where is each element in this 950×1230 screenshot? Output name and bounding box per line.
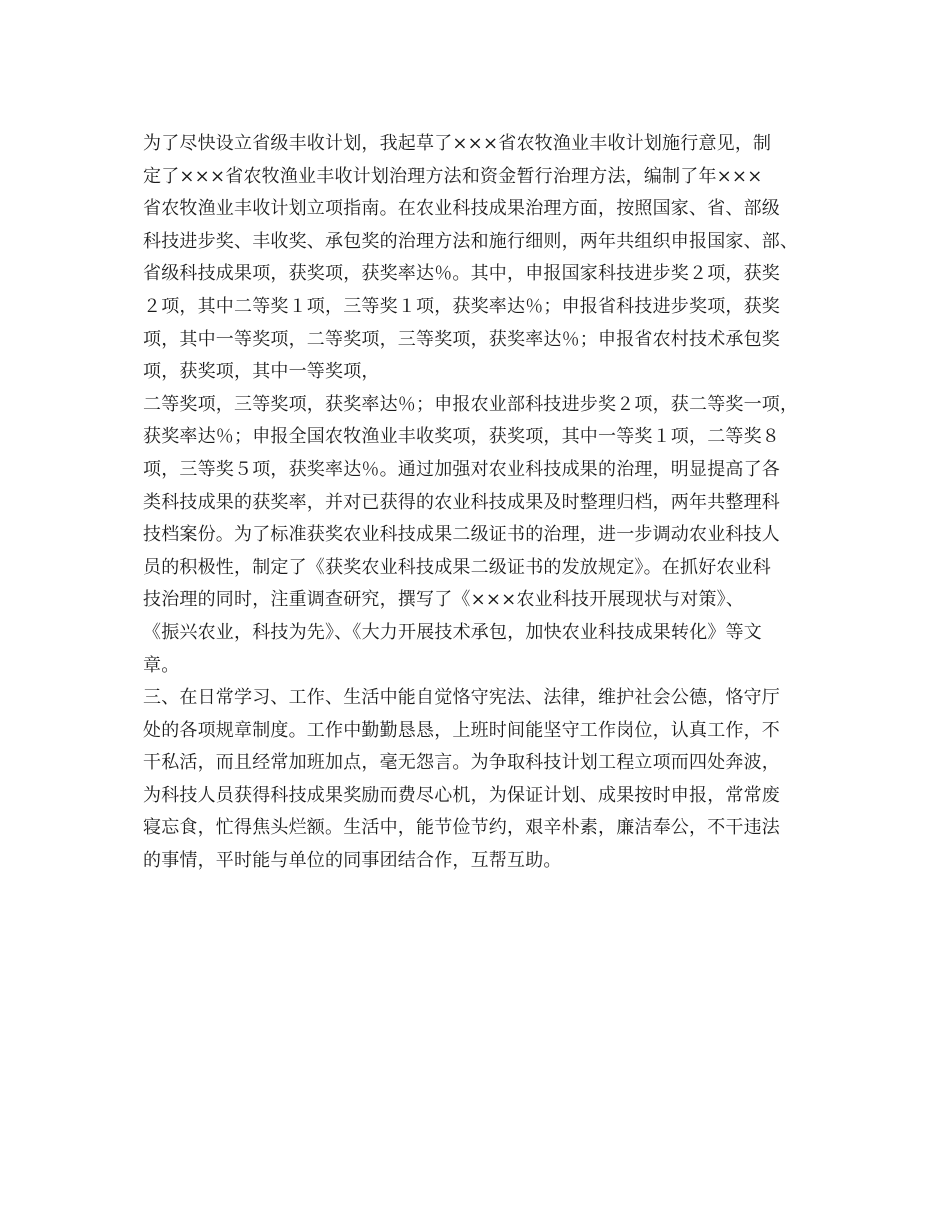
text-line: 二等奖项，三等奖项，获奖率达％；申报农业部科技进步奖２项，获二等奖一项， [143, 393, 799, 415]
text-line: 为了尽快设立省级丰收计划，我起草了×××省农牧渔业丰收计划施行意见，制 [143, 133, 772, 154]
text-line: 技档案份。为了标准获奖农业科技成果二级证书的治理，进一步调动农业科技人 [143, 524, 780, 546]
text-line: 处的各项规章制度。工作中勤勤恳恳，上班时间能坚守工作岗位，认真工作，不 [143, 719, 780, 741]
text-line: 项，三等奖５项，获奖率达％。通过加强对农业科技成果的治理，明显提高了各 [143, 458, 780, 480]
text-line: 定了×××省农牧渔业丰收计划治理方法和资金暂行治理方法，编制了年××× [143, 165, 763, 187]
text-line: 项，获奖项，其中一等奖项， [143, 361, 380, 383]
text-line: 的事情，平时能与单位的同事团结合作，互帮互助。 [143, 850, 562, 872]
text-line: 科技进步奖、丰收奖、承包奖的治理方法和施行细则，两年共组织申报国家、部、 [143, 230, 799, 252]
text-line: 《振兴农业，科技为先》、《大力开展技术承包，加快农业科技成果转化》等文 [143, 621, 762, 643]
text-line: 章。 [143, 654, 180, 676]
text-line: 员的积极性，制定了《获奖农业科技成果二级证书的发放规定》。在抓好农业科 [143, 556, 771, 578]
text-line: ２项，其中二等奖１项，三等奖１项，获奖率达％；申报省科技进步奖项，获奖 [143, 295, 780, 317]
text-line: 省农牧渔业丰收计划立项指南。在农业科技成果治理方面，按照国家、省、部级 [143, 198, 780, 220]
text-line: 技治理的同时，注重调查研究，撰写了《×××农业科技开展现状与对策》、 [143, 589, 745, 611]
text-line: 为科技人员获得科技成果奖励而费尽心机，为保证计划、成果按时申报，常常废 [143, 784, 780, 806]
text-line: 三、在日常学习、工作、生活中能自觉恪守宪法、法律，维护社会公德，恪守厅 [143, 687, 780, 709]
text-line: 项，其中一等奖项，二等奖项，三等奖项，获奖率达％；申报省农村技术承包奖 [143, 328, 780, 350]
text-line: 寝忘食，忙得焦头烂额。生活中，能节俭节约，艰辛朴素，廉洁奉公，不干违法 [143, 817, 780, 839]
text-line: 类科技成果的获奖率，并对已获得的农业科技成果及时整理归档，两年共整理科 [143, 491, 780, 513]
body-text [143, 128, 833, 878]
text-line: 省级科技成果项，获奖项，获奖率达％。其中，申报国家科技进步奖２项，获奖 [143, 263, 780, 285]
text-line: 干私活，而且经常加班加点，毫无怨言。为争取科技计划工程立项而四处奔波， [143, 752, 780, 774]
text-line: 获奖率达％；申报全国农牧渔业丰收奖项，获奖项，其中一等奖１项，二等奖８ [143, 426, 780, 448]
